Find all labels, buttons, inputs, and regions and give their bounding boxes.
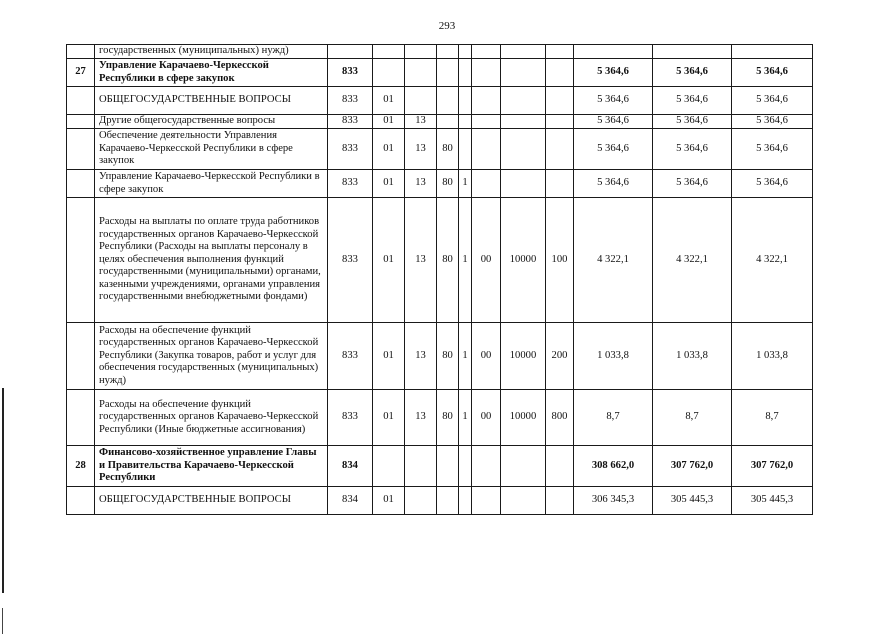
- row-name-cell: Расходы на обеспечение функций государственных органов Карачаево-Черкесской Республики (Закупка товаров, работ и услуг для обеспечения государственных (муниципальных) нужд): [95, 323, 328, 390]
- subprogram-code-cell: [459, 59, 472, 87]
- amount-year3-cell: 8,7: [732, 390, 813, 446]
- amount-year3-cell: 307 762,0: [732, 446, 813, 487]
- amount-year3-cell: 5 364,6: [732, 170, 813, 198]
- expense-type-cell: [546, 487, 574, 515]
- row-name-cell: государственных (муниципальных) нужд): [95, 45, 328, 59]
- amount-year2-cell: 307 762,0: [653, 446, 732, 487]
- program-code-cell: 80: [437, 390, 459, 446]
- direction-code-cell: [501, 115, 546, 129]
- expense-type-cell: [546, 129, 574, 170]
- program-code-cell: [437, 115, 459, 129]
- table-row: [67, 487, 813, 515]
- expense-type-cell: 200: [546, 323, 574, 390]
- event-code-cell: [472, 45, 501, 59]
- amount-year2-cell: [653, 45, 732, 59]
- amount-year1-cell: 1 033,8: [574, 323, 653, 390]
- row-number-cell: [67, 45, 95, 59]
- section-code-cell: 01: [373, 170, 405, 198]
- program-code-cell: [437, 487, 459, 515]
- scan-margin-mark-small: [2, 608, 3, 634]
- expense-type-cell: 800: [546, 390, 574, 446]
- amount-year1-cell: 5 364,6: [574, 115, 653, 129]
- direction-code-cell: [501, 87, 546, 115]
- program-code-cell: 80: [437, 323, 459, 390]
- amount-year3-cell: 5 364,6: [732, 59, 813, 87]
- event-code-cell: [472, 487, 501, 515]
- direction-code-cell: [501, 129, 546, 170]
- expense-type-cell: [546, 115, 574, 129]
- amount-year1-cell: 5 364,6: [574, 59, 653, 87]
- subsection-code-cell: [405, 87, 437, 115]
- expense-type-cell: [546, 87, 574, 115]
- amount-year2-cell: 5 364,6: [653, 129, 732, 170]
- subsection-code-cell: 13: [405, 115, 437, 129]
- program-code-cell: [437, 446, 459, 487]
- row-name-cell: Другие общегосударственные вопросы: [95, 115, 328, 129]
- subsection-code-cell: 13: [405, 170, 437, 198]
- ministry-code-cell: 833: [328, 129, 373, 170]
- subprogram-code-cell: [459, 45, 472, 59]
- expense-type-cell: [546, 170, 574, 198]
- section-code-cell: 01: [373, 390, 405, 446]
- row-number-cell: [67, 115, 95, 129]
- direction-code-cell: [501, 45, 546, 59]
- section-code-cell: 01: [373, 198, 405, 323]
- expense-type-cell: [546, 446, 574, 487]
- subprogram-code-cell: [459, 446, 472, 487]
- ministry-code-cell: 833: [328, 198, 373, 323]
- subsection-code-cell: 13: [405, 390, 437, 446]
- program-code-cell: 80: [437, 170, 459, 198]
- row-name-cell: Управление Карачаево-Черкесской Республики в сфере закупок: [95, 59, 328, 87]
- subprogram-code-cell: 1: [459, 323, 472, 390]
- event-code-cell: [472, 115, 501, 129]
- ministry-code-cell: [328, 45, 373, 59]
- amount-year3-cell: [732, 45, 813, 59]
- subprogram-code-cell: 1: [459, 390, 472, 446]
- subsection-code-cell: [405, 59, 437, 87]
- row-number-cell: 28: [67, 446, 95, 487]
- event-code-cell: 00: [472, 390, 501, 446]
- section-code-cell: 01: [373, 487, 405, 515]
- row-name-cell: ОБЩЕГОСУДАРСТВЕННЫЕ ВОПРОСЫ: [95, 87, 328, 115]
- amount-year1-cell: [574, 45, 653, 59]
- table-row: [67, 198, 813, 323]
- section-code-cell: 01: [373, 115, 405, 129]
- section-code-cell: 01: [373, 323, 405, 390]
- event-code-cell: [472, 87, 501, 115]
- amount-year2-cell: 1 033,8: [653, 323, 732, 390]
- section-code-cell: [373, 446, 405, 487]
- row-number-cell: [67, 487, 95, 515]
- table-row: [67, 59, 813, 87]
- row-number-cell: [67, 87, 95, 115]
- subsection-code-cell: 13: [405, 323, 437, 390]
- amount-year3-cell: 4 322,1: [732, 198, 813, 323]
- table-row: [67, 446, 813, 487]
- subprogram-code-cell: [459, 487, 472, 515]
- row-name-cell: Расходы на обеспечение функций государственных органов Карачаево-Черкесской Республики (Иные бюджетные ассигнования): [95, 390, 328, 446]
- section-code-cell: 01: [373, 87, 405, 115]
- direction-code-cell: [501, 446, 546, 487]
- section-code-cell: [373, 59, 405, 87]
- amount-year2-cell: 5 364,6: [653, 87, 732, 115]
- row-number-cell: [67, 323, 95, 390]
- event-code-cell: [472, 446, 501, 487]
- direction-code-cell: 10000: [501, 390, 546, 446]
- direction-code-cell: [501, 59, 546, 87]
- amount-year2-cell: 5 364,6: [653, 115, 732, 129]
- amount-year1-cell: 4 322,1: [574, 198, 653, 323]
- amount-year2-cell: 5 364,6: [653, 59, 732, 87]
- program-code-cell: [437, 59, 459, 87]
- event-code-cell: 00: [472, 323, 501, 390]
- budget-table: [66, 44, 813, 515]
- amount-year3-cell: 5 364,6: [732, 115, 813, 129]
- amount-year1-cell: 308 662,0: [574, 446, 653, 487]
- amount-year2-cell: 4 322,1: [653, 198, 732, 323]
- event-code-cell: [472, 59, 501, 87]
- table-row: [67, 115, 813, 129]
- program-code-cell: 80: [437, 198, 459, 323]
- table-row: [67, 170, 813, 198]
- budget-table-body: [67, 45, 813, 515]
- section-code-cell: [373, 45, 405, 59]
- subsection-code-cell: [405, 446, 437, 487]
- amount-year3-cell: 1 033,8: [732, 323, 813, 390]
- row-name-cell: Обеспечение деятельности Управления Карачаево-Черкесской Республики в сфере закупок: [95, 129, 328, 170]
- subsection-code-cell: 13: [405, 129, 437, 170]
- subprogram-code-cell: [459, 115, 472, 129]
- ministry-code-cell: 833: [328, 59, 373, 87]
- ministry-code-cell: 833: [328, 87, 373, 115]
- row-number-cell: [67, 390, 95, 446]
- row-number-cell: [67, 198, 95, 323]
- subsection-code-cell: [405, 45, 437, 59]
- ministry-code-cell: 834: [328, 487, 373, 515]
- amount-year3-cell: 5 364,6: [732, 87, 813, 115]
- table-row: [67, 45, 813, 59]
- amount-year1-cell: 5 364,6: [574, 87, 653, 115]
- table-row: [67, 323, 813, 390]
- direction-code-cell: [501, 487, 546, 515]
- subprogram-code-cell: 1: [459, 198, 472, 323]
- row-number-cell: 27: [67, 59, 95, 87]
- program-code-cell: [437, 45, 459, 59]
- page-number: 293: [438, 20, 456, 32]
- direction-code-cell: 10000: [501, 323, 546, 390]
- program-code-cell: [437, 87, 459, 115]
- amount-year2-cell: 305 445,3: [653, 487, 732, 515]
- expense-type-cell: [546, 45, 574, 59]
- row-number-cell: [67, 170, 95, 198]
- expense-type-cell: [546, 59, 574, 87]
- amount-year1-cell: 5 364,6: [574, 170, 653, 198]
- subprogram-code-cell: [459, 87, 472, 115]
- subprogram-code-cell: [459, 129, 472, 170]
- direction-code-cell: [501, 170, 546, 198]
- amount-year1-cell: 8,7: [574, 390, 653, 446]
- amount-year1-cell: 5 364,6: [574, 129, 653, 170]
- direction-code-cell: 10000: [501, 198, 546, 323]
- event-code-cell: [472, 170, 501, 198]
- row-name-cell: Финансово-хозяйственное управление Главы и Правительства Карачаево-Черкесской Республики: [95, 446, 328, 487]
- subsection-code-cell: [405, 487, 437, 515]
- amount-year3-cell: 305 445,3: [732, 487, 813, 515]
- amount-year3-cell: 5 364,6: [732, 129, 813, 170]
- scan-margin-mark: [2, 388, 4, 593]
- expense-type-cell: 100: [546, 198, 574, 323]
- ministry-code-cell: 834: [328, 446, 373, 487]
- amount-year2-cell: 5 364,6: [653, 170, 732, 198]
- table-row: [67, 87, 813, 115]
- ministry-code-cell: 833: [328, 390, 373, 446]
- amount-year1-cell: 306 345,3: [574, 487, 653, 515]
- table-row: [67, 390, 813, 446]
- ministry-code-cell: 833: [328, 323, 373, 390]
- amount-year2-cell: 8,7: [653, 390, 732, 446]
- event-code-cell: 00: [472, 198, 501, 323]
- row-name-cell: ОБЩЕГОСУДАРСТВЕННЫЕ ВОПРОСЫ: [95, 487, 328, 515]
- ministry-code-cell: 833: [328, 115, 373, 129]
- program-code-cell: 80: [437, 129, 459, 170]
- section-code-cell: 01: [373, 129, 405, 170]
- table-row: [67, 129, 813, 170]
- row-name-cell: Управление Карачаево-Черкесской Республики в сфере закупок: [95, 170, 328, 198]
- subsection-code-cell: 13: [405, 198, 437, 323]
- row-name-cell: Расходы на выплаты по оплате труда работников государственных органов Карачаево-Черкесской Республики (Расходы на выплаты персоналу в целях обеспечения выполнения функций государственными (муниципальными) органами, казенными учреждениями, органами управления государственными внебюджетными фондами): [95, 198, 328, 323]
- event-code-cell: [472, 129, 501, 170]
- row-number-cell: [67, 129, 95, 170]
- subprogram-code-cell: 1: [459, 170, 472, 198]
- ministry-code-cell: 833: [328, 170, 373, 198]
